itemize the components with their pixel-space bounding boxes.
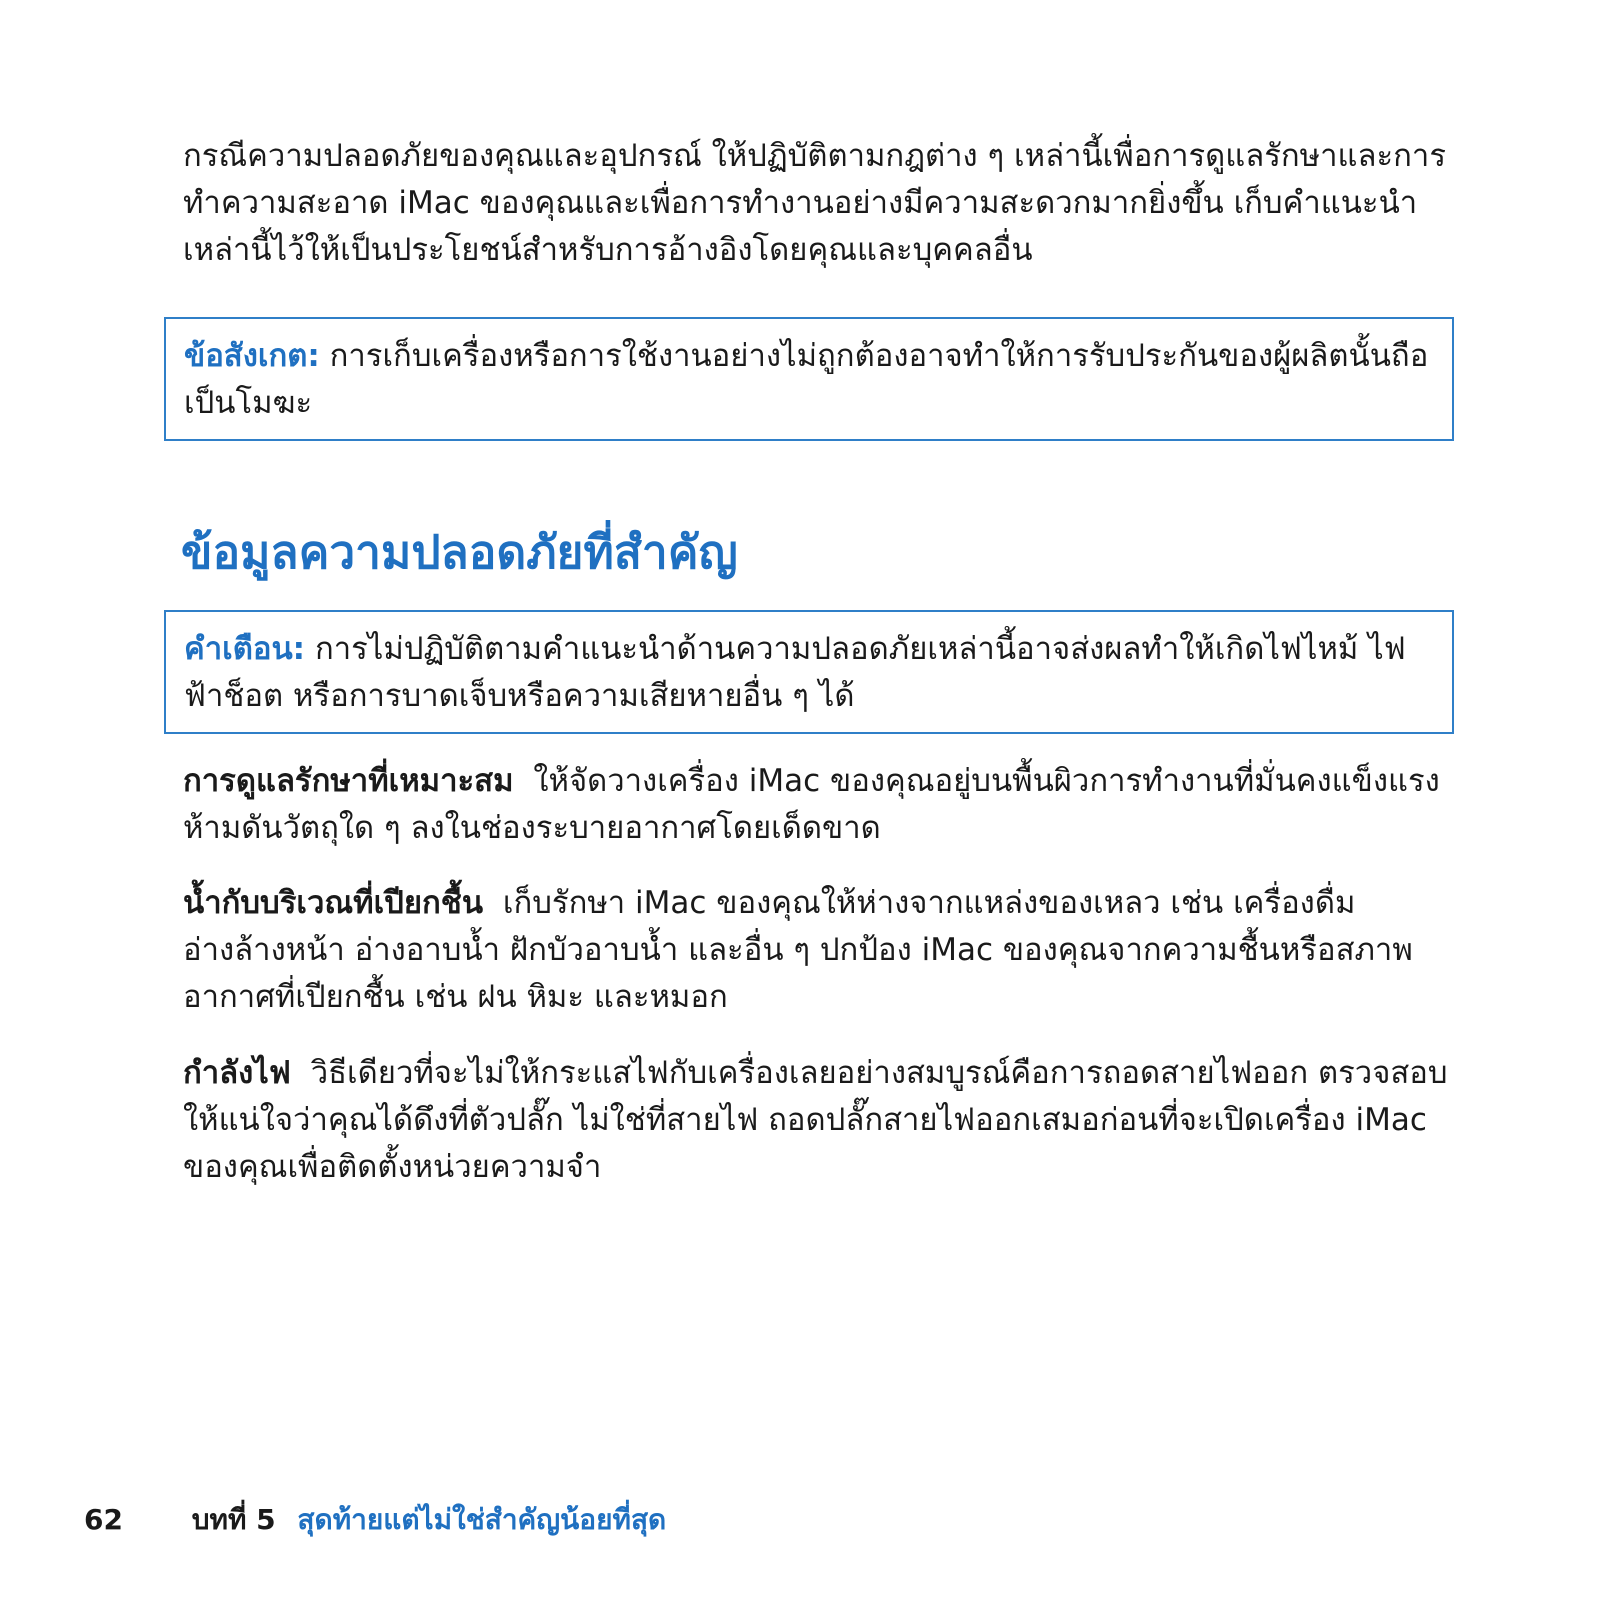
warning-label: คำเตือน: bbox=[184, 631, 306, 667]
paragraph-lead: กำลังไฟ bbox=[183, 1055, 291, 1091]
section-heading: ข้อมูลความปลอดภัยที่สำคัญ bbox=[181, 525, 738, 579]
paragraph-text: เก็บรักษา iMac ของคุณให้ห่างจากแหล่งของเหลว เช่น เครื่องดื่ม อ่างล้างหน้า อ่างอาบน้ำ ฝักบัวอาบน้ำ และอื่น ๆ ปกป้อง iMac ของคุณจากความชื้นหรือสภาพอากาศที่เปียกชื้น เช่น ฝน หิมะ และหมอก bbox=[183, 885, 1413, 1015]
note-text: การเก็บเครื่องหรือการใช้งานอย่างไม่ถูกต้องอาจทำให้การรับประกันของผู้ผลิตนั้นถือเป็นโมฆะ bbox=[184, 338, 1429, 421]
page-number: 62 bbox=[84, 1503, 123, 1536]
paragraph-proper-care bbox=[183, 758, 1473, 852]
paragraph-text: วิธีเดียวที่จะไม่ให้กระแสไฟกับเครื่องเลยอย่างสมบูรณ์คือการถอดสายไฟออก ตรวจสอบให้แน่ใจว่าคุณได้ดึงที่ตัวปลั๊ก ไม่ใช่ที่สายไฟ ถอดปลั๊กสายไฟออกเสมอก่อนที่จะเปิดเครื่อง iMac ของคุณเพื่อติดตั้งหน่วยความจำ bbox=[183, 1055, 1448, 1185]
chapter-title: สุดท้ายแต่ไม่ใช่สำคัญน้อยที่สุด bbox=[297, 1503, 667, 1536]
page-footer bbox=[84, 1500, 666, 1540]
warning-box bbox=[164, 610, 1454, 734]
paragraph-power bbox=[183, 1050, 1473, 1191]
note-box bbox=[164, 317, 1454, 441]
note-label: ข้อสังเกต: bbox=[184, 338, 320, 374]
chapter-label: บทที่ 5 bbox=[191, 1503, 276, 1536]
intro-paragraph: กรณีความปลอดภัยของคุณและอุปกรณ์ ให้ปฏิบัติตามกฎต่าง ๆ เหล่านี้เพื่อการดูแลรักษาและการทำความสะอาด iMac ของคุณและเพื่อการทำงานอย่างมีความสะดวกมากยิ่งขึ้น เก็บคำแนะนำเหล่านี้ไว้ให้เป็นประโยชน์สำหรับการอ้างอิงโดยคุณและบุคคลอื่น bbox=[183, 138, 1446, 268]
paragraph-text: ให้จัดวางเครื่อง iMac ของคุณอยู่บนพื้นผิวการทำงานที่มั่นคงแข็งแรง ห้ามดันวัตถุใด ๆ ลงในช่องระบายอากาศโดยเด็ดขาด bbox=[183, 763, 1440, 846]
paragraph-lead: การดูแลรักษาที่เหมาะสม bbox=[183, 763, 514, 799]
paragraph-lead: น้ำกับบริเวณที่เปียกชื้น bbox=[183, 885, 484, 921]
paragraph-water-wet bbox=[183, 880, 1473, 1021]
warning-text: การไม่ปฏิบัติตามคำแนะนำด้านความปลอดภัยเหล่านี้อาจส่งผลทำให้เกิดไฟไหม้ ไฟฟ้าช็อต หรือการบาดเจ็บหรือความเสียหายอื่น ๆ ได้ bbox=[184, 631, 1406, 714]
